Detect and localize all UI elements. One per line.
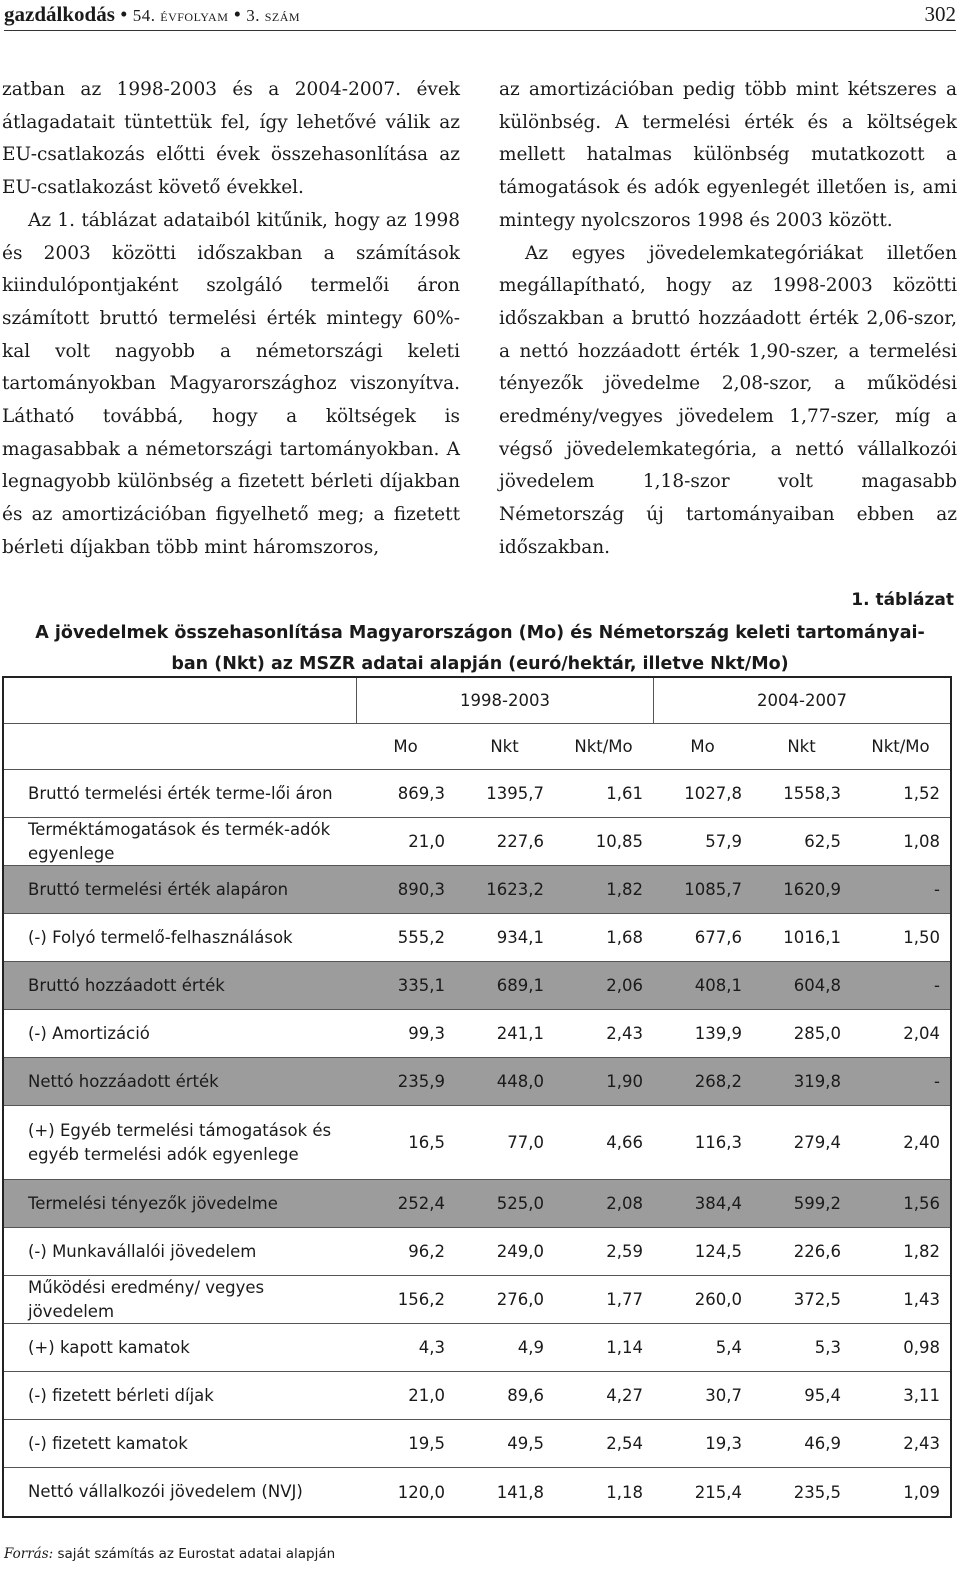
header-empty-cell [4, 724, 356, 769]
table-row [4, 866, 950, 914]
value-cell: 215,4 [694, 1482, 742, 1502]
value-cell: 19,5 [408, 1434, 445, 1453]
page-number: 302 [924, 2, 956, 26]
value-cell: 1,18 [606, 1482, 643, 1502]
table-row [4, 914, 950, 962]
value-cell: 1,82 [903, 1242, 940, 1261]
value-cell: 226,6 [793, 1242, 841, 1261]
value-cell: 46,9 [804, 1434, 841, 1453]
value-cell: - [934, 1072, 940, 1091]
value-cell: 227,6 [496, 832, 544, 851]
value-cell: 2,04 [903, 1024, 940, 1043]
table-source [4, 1546, 335, 1562]
value-cell: 1,50 [903, 928, 940, 947]
income-comparison-table [2, 676, 952, 1518]
value-cell: 260,0 [694, 1290, 742, 1309]
issue: 3. szám [246, 6, 301, 25]
value-cell: 1558,3 [783, 784, 841, 803]
value-cell: 62,5 [804, 832, 841, 851]
value-cell: 2,43 [903, 1434, 940, 1453]
value-cell: 1,68 [606, 928, 643, 947]
value-cell: 1,61 [606, 784, 643, 803]
value-cell: 235,5 [793, 1482, 841, 1502]
journal-name: gazdálkodás [4, 2, 115, 26]
row-label: (-) fizetett kamatok [28, 1433, 188, 1453]
value-cell: 2,43 [606, 1024, 643, 1043]
text-column-left [2, 74, 460, 565]
value-cell: 268,2 [694, 1072, 742, 1091]
value-cell: 96,2 [408, 1242, 445, 1261]
column-header: Nkt/Mo [871, 737, 930, 756]
value-cell: 1085,7 [684, 880, 742, 899]
value-cell: 57,9 [705, 832, 742, 851]
volume: 54. évfolyam [132, 6, 229, 25]
value-cell: 1,90 [606, 1072, 643, 1091]
table-row [4, 818, 950, 866]
value-cell: 285,0 [793, 1024, 841, 1043]
value-cell: 2,06 [606, 976, 643, 995]
value-cell: 139,9 [694, 1024, 742, 1043]
table-title-line: ban (Nkt) az MSZR adatai alapján (euró/hektár, illetve Nkt/Mo) [171, 654, 789, 674]
value-cell: 99,3 [408, 1024, 445, 1043]
value-cell: 5,3 [814, 1338, 841, 1357]
paragraph: Az egyes jövedelemkategóriákat illetően megállapítható, hogy az 1998-2003 közötti időszakban a bruttó hozzáadott érték 2,06-szor, a nettó hozzáadott érték 1,90-szer, a termelési tényezők jövedelme 2,08-szor, a működési eredmény/vegyes jövedelem 1,77-szer, míg a végső jövedelemkategória, a nettó vállalkozói jövedelem 1,18-szor volt magasabb Németország új tartományaiban ebben az időszakban. [499, 242, 957, 558]
row-label: (+) kapott kamatok [28, 1337, 190, 1357]
table-row [4, 1058, 950, 1106]
value-cell: 49,5 [507, 1434, 544, 1453]
value-cell: 1623,2 [486, 880, 544, 899]
value-cell: 3,11 [903, 1386, 940, 1405]
value-cell: 0,98 [903, 1338, 940, 1357]
table-body [4, 770, 950, 1516]
value-cell: 408,1 [694, 976, 742, 995]
table-row [4, 1010, 950, 1058]
table-row [4, 1106, 950, 1180]
row-label: (-) fizetett bérleti díjak [28, 1385, 214, 1405]
value-cell: 1027,8 [684, 784, 742, 803]
table-row [4, 1228, 950, 1276]
table-title [0, 618, 960, 680]
paragraph: zatban az 1998-2003 és a 2004-2007. évek átlagadatait tüntettük fel, így lehetővé válik az EU-csatlakozás előtti évek összehasonlítása az EU-csatlakozást követő évekkel. [2, 79, 460, 199]
value-cell: 120,0 [397, 1482, 445, 1502]
page-header [4, 0, 956, 31]
value-cell: 555,2 [397, 928, 445, 947]
value-cell: 2,59 [606, 1242, 643, 1261]
period-header: 1998-2003 [356, 678, 653, 723]
table-row [4, 1324, 950, 1372]
table-title-line: A jövedelmek összehasonlítása Magyarországon (Mo) és Németország keleti tartományai- [35, 623, 925, 643]
value-cell: 319,8 [793, 1072, 841, 1091]
table-row [4, 1180, 950, 1228]
value-cell: 241,1 [496, 1024, 544, 1043]
paragraph: Az 1. táblázat adataiból kitűnik, hogy az 1998 és 2003 közötti időszakban a számítások kiindulópontjaként szolgáló termelői áron számított bruttó termelési érték mintegy 60%-kal volt nagyobb a németországi keleti tartományokban Magyarországhoz viszonyítva. Látható továbbá, hogy a költségek is magasabbak a németországi tartományokban. A legnagyobb különbség a fizetett bérleti díjakban és az amortizációban figyelhető meg; a fizetett bérleti díjakban több mint háromszoros, [2, 209, 460, 558]
value-cell: 599,2 [793, 1194, 841, 1213]
row-label: (-) Munkavállalói jövedelem [28, 1241, 257, 1261]
row-label: Nettó vállalkozói jövedelem (NVJ) [28, 1482, 303, 1501]
row-label: Termelési tényezők jövedelme [28, 1193, 278, 1213]
row-label: (-) Amortizáció [28, 1023, 150, 1043]
table-row [4, 1276, 950, 1324]
value-cell: 4,27 [606, 1386, 643, 1405]
value-cell: 2,54 [606, 1434, 643, 1453]
value-cell: 249,0 [496, 1242, 544, 1261]
value-cell: 5,4 [715, 1338, 742, 1357]
value-cell: 10,85 [595, 832, 643, 851]
column-header: Nkt/Mo [574, 737, 633, 756]
value-cell: 95,4 [804, 1386, 841, 1405]
value-cell: 2,08 [606, 1194, 643, 1213]
column-header: Mo [393, 737, 418, 756]
row-label: (-) Folyó termelő-felhasználások [28, 927, 293, 947]
row-label: Bruttó termelési érték alapáron [28, 879, 289, 899]
value-cell: 77,0 [507, 1133, 544, 1152]
value-cell: 156,2 [397, 1290, 445, 1309]
table-header-periods [4, 678, 950, 724]
value-cell: 335,1 [397, 976, 445, 995]
value-cell: 252,4 [397, 1194, 445, 1213]
value-cell: 384,4 [694, 1194, 742, 1213]
period-header: 2004-2007 [653, 678, 950, 723]
value-cell: 1,14 [606, 1338, 643, 1357]
value-cell: 934,1 [496, 928, 544, 947]
value-cell: 21,0 [408, 832, 445, 851]
value-cell: 279,4 [793, 1133, 841, 1152]
row-label: Nettó hozzáadott érték [28, 1071, 219, 1091]
value-cell: 1395,7 [486, 784, 544, 803]
column-header: Nkt [490, 737, 519, 756]
value-cell: 869,3 [397, 784, 445, 803]
value-cell: 2,40 [903, 1133, 940, 1152]
row-label: Működési eredmény/ vegyes jövedelem [28, 1277, 265, 1321]
value-cell: - [934, 880, 940, 899]
value-cell: 4,9 [517, 1338, 544, 1357]
value-cell: 1,82 [606, 880, 643, 899]
value-cell: 604,8 [793, 976, 841, 995]
value-cell: 689,1 [496, 976, 544, 995]
paragraph: az amortizációban pedig több mint kétszeres a különbség. A termelési érték és a költségek mellett hatalmas különbség mutatkozott a támogatások és adók egyenlegét illetően is, ami mintegy nyolcszoros 1998 és 2003 között. [499, 79, 957, 231]
value-cell: 4,66 [606, 1133, 643, 1152]
value-cell: 1,56 [903, 1194, 940, 1213]
value-cell: 124,5 [694, 1242, 742, 1261]
value-cell: 1016,1 [783, 928, 841, 947]
table-header-columns [4, 724, 950, 770]
value-cell: 890,3 [397, 880, 445, 899]
value-cell: 1,43 [903, 1290, 940, 1309]
value-cell: - [934, 976, 940, 995]
value-cell: 89,6 [507, 1386, 544, 1405]
value-cell: 1,08 [903, 832, 940, 851]
value-cell: 448,0 [496, 1072, 544, 1091]
header-empty-cell [4, 678, 356, 723]
row-label: Bruttó termelési érték terme-lői áron [28, 783, 333, 803]
value-cell: 372,5 [793, 1290, 841, 1309]
value-cell: 1,52 [903, 784, 940, 803]
table-row [4, 962, 950, 1010]
value-cell: 141,8 [496, 1482, 544, 1502]
source-label: Forrás: [4, 1546, 54, 1562]
text-column-right [499, 74, 957, 565]
value-cell: 276,0 [496, 1290, 544, 1309]
value-cell: 16,5 [408, 1133, 445, 1152]
table-row [4, 1372, 950, 1420]
table-number: 1. táblázat [851, 590, 954, 610]
value-cell: 19,3 [705, 1434, 742, 1453]
value-cell: 1620,9 [783, 880, 841, 899]
column-header: Mo [690, 737, 715, 756]
value-cell: 30,7 [705, 1386, 742, 1405]
value-cell: 235,9 [397, 1072, 445, 1091]
value-cell: 4,3 [418, 1338, 445, 1357]
journal-running-head: gazdálkodás • 54. évfolyam • 3. szám [4, 2, 301, 26]
column-header: Nkt [787, 737, 816, 756]
source-text: saját számítás az Eurostat adatai alapján [57, 1546, 336, 1562]
row-label: (+) Egyéb termelési támogatások és egyéb termelési adók egyenlege [28, 1120, 332, 1164]
value-cell: 525,0 [496, 1194, 544, 1213]
row-label: Bruttó hozzáadott érték [28, 975, 225, 995]
table-row [4, 770, 950, 818]
value-cell: 1,77 [606, 1290, 643, 1309]
table-row [4, 1420, 950, 1468]
value-cell: 1,09 [903, 1482, 940, 1502]
row-label: Terméktámogatások és termék-adók egyenlege [28, 819, 331, 863]
value-cell: 21,0 [408, 1386, 445, 1405]
value-cell: 677,6 [694, 928, 742, 947]
table-row [4, 1468, 950, 1516]
value-cell: 116,3 [694, 1133, 742, 1152]
